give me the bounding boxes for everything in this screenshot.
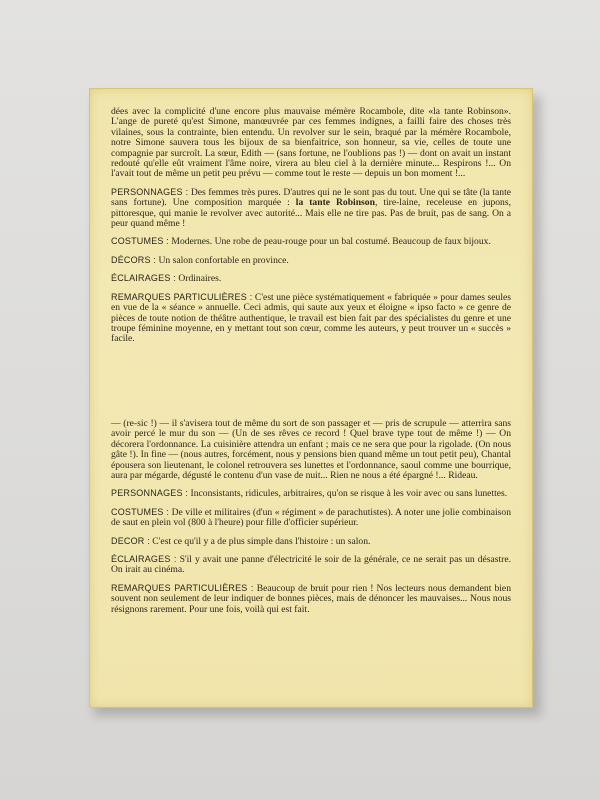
review-bottom-costumes: COSTUMES : De ville et militaires (d'un « régiment » de parachutistes). A noter une jolie combinaison de saut en plein vol (800 à l'heure) pour fille d'officier supérieur. bbox=[111, 506, 511, 529]
review-top-personnages: PERSONNAGES : Des femmes très pures. D'autres qui ne le sont pas du tout. Une qui se tâte (la tante sans fortune). Une composition marquée : la tante Robinson, tire-laine, receleuse en jupons, pittoresque, qui manie le revolver avec autorité... Mais elle ne tire pas. Pas de bruit, pas de sang. On a peur quand même ! bbox=[111, 186, 511, 230]
review-top-eclairages: ÉCLAIRAGES : Ordinaires. bbox=[111, 273, 222, 285]
review-bottom-summary: — (re-sic !) — il s'avisera tout de même du sort de son passager et — pris de scrupule — atterrira sans avoir percé le mur du son — (Un de ses rêves ce record ! Quel brave type tout de même !) — On décorera l'ordonnance. La cuisinière attendra un enfant ; mais ce ne sera que pour la rigolade. (On nous gâte !). In fine — (nous autres, forcément, nous y pensions bien quand même un tout petit peu), Chantal épousera son lieutenant, le colonel retrouvera ses lunettes et l'ordonnance, saoul comme une bourrique, aura par mégarde, dégusté le contenu d'un vase de nuit... Rien ne nous a été épargné !... Rideau. bbox=[111, 418, 511, 482]
review-top-decors: DÉCORS : Un salon confortable en province. bbox=[111, 254, 289, 266]
booklet-page bbox=[89, 88, 533, 708]
review-bottom-remarques: REMARQUES PARTICULIÈRES : Beaucoup de bruit pour rien ! Nos lecteurs nous demandent bien souvent non seulement de leur indiquer de bonnes pièces, mais de dénoncer les mauvaises... Nous nous résignons rarement. Pour une fois, voilà qui est fait. bbox=[111, 582, 511, 615]
review-bottom-decor: DECOR : C'est ce qu'il y a de plus simple dans l'histoire : un salon. bbox=[111, 535, 371, 547]
review-block-top bbox=[111, 107, 511, 352]
review-top-remarques: REMARQUES PARTICULIÈRES : C'est une pièce systématiquement « fabriquée » pour dames seules en vue de la « séance » annuelle. Ceci admis, qui saute aux yeux et éloigne « ipso facto » ce genre de pièces de toute notion de théâtre authentique, le travail est bien fait par des spécialistes du genre et une troupe féminine moyenne, en y mettant tout son cœur, comme les auteurs, y peut trouver un « succès » facile. bbox=[111, 291, 511, 345]
review-top-costumes: COSTUMES : Modernes. Une robe de peau-rouge pour un bal costumé. Beaucoup de faux bijoux. bbox=[111, 236, 491, 248]
review-bottom-eclairages: ÉCLAIRAGES : S'il y avait une panne d'électricité le soir de la générale, ce ne serait pas un désastre. On irait au cinéma. bbox=[111, 554, 511, 576]
review-top-summary: dées avec la complicité d'une encore plus mauvaise mémère Rocambole, dite «la tante Robinson». L'ange de pureté qu'est Simone, manœuvrée par ces femmes indignes, a failli faire des choses très vilaines, sous la contrainte, bien entendu. Un revolver sur le sein, braqué par la mémère Rocambole, notre Simone sauvera tous les bijoux de sa bienfaitrice, son honneur, sa vie, celles de toute une compagnie par surcroît. La sœur, Edith — (sans fortune, ne l'oublions pas !) — dont on avait un instant redouté qu'elle eût vraiment l'âme noire, virera au bleu ciel à la dernière minute... Respirons !... On l'avait tout de même un petit peu prévu — comme tout le reste — depuis un bon moment !... bbox=[111, 106, 511, 180]
review-block-bottom bbox=[111, 419, 511, 622]
review-bottom-personnages: PERSONNAGES : Inconsistants, ridicules, arbitraires, qu'on se risque à les voir avec ou sans lunettes. bbox=[111, 488, 508, 500]
